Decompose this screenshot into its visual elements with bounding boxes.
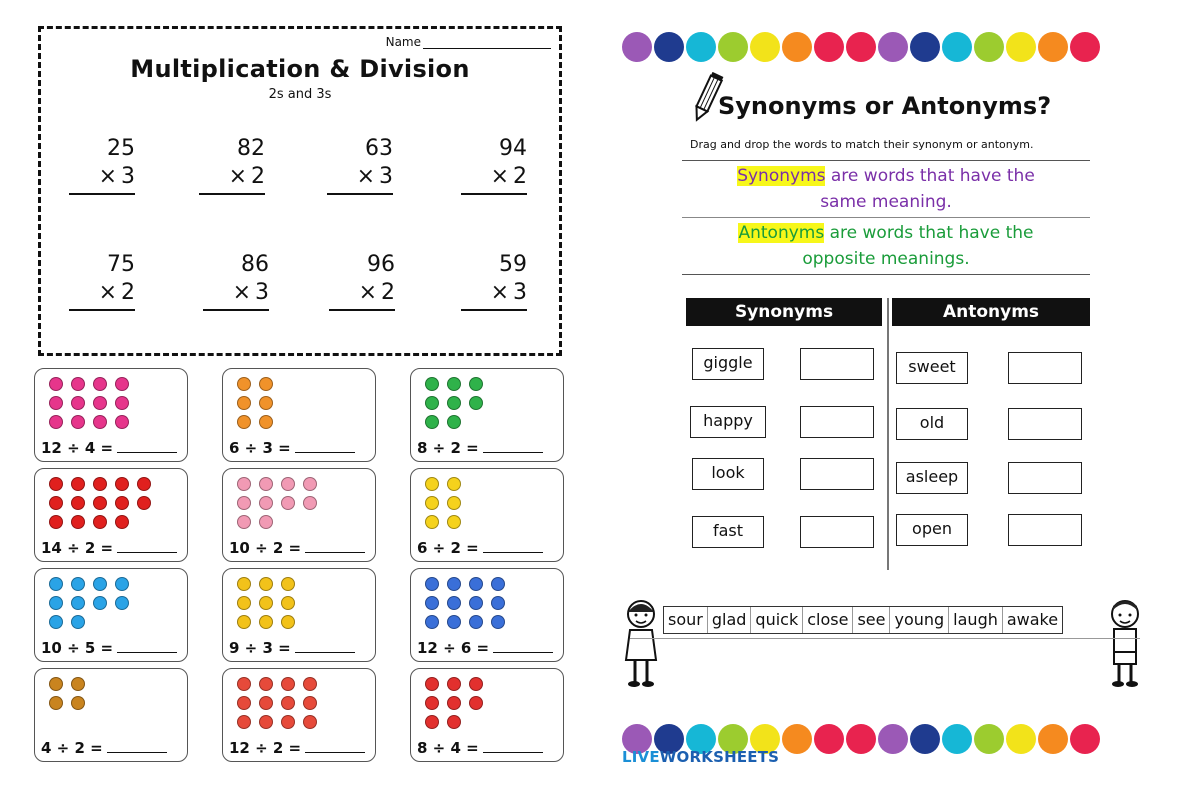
synonym-drop-box[interactable] [800,516,874,548]
object-icon [237,377,251,391]
object-icon [237,396,251,410]
decorative-dot [1070,724,1100,754]
equation-text: 9 ÷ 3 = [229,639,291,657]
object-icon [237,615,251,629]
object-icon [469,396,483,410]
decorative-dot [718,32,748,62]
object-icon [425,415,439,429]
decorative-dot [1006,32,1036,62]
problem-bottom: 3 [121,164,135,189]
decorative-dot [1038,724,1068,754]
picture-group [41,573,181,635]
equation-text: 4 ÷ 2 = [41,739,103,757]
antonym-word: old [896,408,968,440]
decorative-dot [974,32,1004,62]
answer-blank[interactable] [305,552,365,553]
object-icon [425,696,439,710]
boy-illustration-icon [1106,596,1144,688]
object-icon [71,615,85,629]
synonym-drop-box[interactable] [800,458,874,490]
object-icon [71,515,85,529]
object-icon [71,577,85,591]
division-equation [417,439,543,457]
decorative-dot [846,724,876,754]
decorative-dot [654,32,684,62]
equation-text: 6 ÷ 3 = [229,439,291,457]
object-icon [237,515,251,529]
object-icon [137,477,151,491]
object-icon [259,477,273,491]
equation-text: 10 ÷ 2 = [229,539,302,557]
object-icon [49,515,63,529]
object-icon [237,715,251,729]
object-icon [447,577,461,591]
name-blank [423,48,551,49]
times-sign: × [490,164,509,189]
worksheet-subtitle: 2s and 3s [268,87,332,102]
antonym-term: Antonyms [738,223,825,243]
antonym-drop-box[interactable] [1008,408,1082,440]
problem-top: 86 [241,252,269,277]
object-icon [115,596,129,610]
picture-group [41,673,181,735]
object-icon [425,677,439,691]
object-icon [93,396,107,410]
picture-group [229,473,369,535]
answer-blank[interactable] [117,652,177,653]
object-icon [447,396,461,410]
division-card [410,468,564,562]
object-icon [93,515,107,529]
division-card [34,668,188,762]
object-icon [447,615,461,629]
object-icon [259,615,273,629]
multiplication-problem [69,251,135,311]
equation-text: 14 ÷ 2 = [41,539,114,557]
synonym-definition-text: are words that have the [825,166,1035,186]
word-bank [663,606,1063,634]
object-icon [49,415,63,429]
object-icon [303,677,317,691]
object-icon [303,496,317,510]
object-icon [425,577,439,591]
division-card [222,368,376,462]
times-sign: × [490,280,509,305]
object-icon [137,496,151,510]
object-icon [281,696,295,710]
word-bank-item[interactable]: sour [664,607,708,633]
problem-top: 82 [237,136,265,161]
picture-group [229,673,369,735]
object-icon [237,596,251,610]
object-icon [425,477,439,491]
object-icon [447,715,461,729]
synonym-word: happy [690,406,766,438]
division-card [34,468,188,562]
object-icon [115,396,129,410]
decorative-dot [974,724,1004,754]
antonym-drop-box[interactable] [1008,514,1082,546]
object-icon [281,615,295,629]
synonym-word: fast [692,516,764,548]
equation-text: 8 ÷ 2 = [417,439,479,457]
object-icon [469,596,483,610]
object-icon [469,615,483,629]
object-icon [303,715,317,729]
object-icon [237,577,251,591]
problem-bottom: 3 [255,280,269,305]
division-card [222,468,376,562]
decorative-dot [942,32,972,62]
division-equation [417,739,543,757]
equation-text: 8 ÷ 4 = [417,739,479,757]
object-icon [49,377,63,391]
object-icon [491,596,505,610]
decorative-dot [750,32,780,62]
problem-bottom: 3 [513,280,527,305]
object-icon [469,677,483,691]
liveworksheets-logo [622,748,779,766]
decorative-dot [1006,724,1036,754]
division-equation [417,639,553,657]
multiplication-problem [461,135,527,195]
object-icon [93,415,107,429]
object-icon [49,496,63,510]
object-icon [49,577,63,591]
division-card [34,568,188,662]
object-icon [303,696,317,710]
multiplication-problem [203,251,269,311]
decorative-dot [814,724,844,754]
worksheet-title: Multiplication & Division [130,55,470,83]
synonym-term: Synonyms [737,166,826,186]
problem-bottom: 2 [251,164,265,189]
picture-group [417,673,557,735]
object-icon [281,496,295,510]
picture-group [417,573,557,635]
equation-text: 12 ÷ 6 = [417,639,490,657]
object-icon [71,377,85,391]
object-icon [447,415,461,429]
antonym-definition [682,217,1090,274]
object-icon [425,396,439,410]
times-sign: × [98,280,117,305]
object-icon [71,696,85,710]
antonym-definition-text-2: opposite meanings. [802,249,970,269]
problem-bottom: 3 [379,164,393,189]
times-sign: × [228,164,247,189]
synonym-word: giggle [692,348,764,380]
decorative-dot [878,32,908,62]
division-card [222,668,376,762]
object-icon [259,577,273,591]
object-icon [303,477,317,491]
decorative-dot [942,724,972,754]
logo-prefix: LIVE [622,748,660,766]
object-icon [259,377,273,391]
picture-group [41,473,181,535]
division-equation [229,539,365,557]
division-card [34,368,188,462]
equation-text: 12 ÷ 2 = [229,739,302,757]
object-icon [93,596,107,610]
object-icon [115,377,129,391]
object-icon [259,396,273,410]
multiplication-problem [199,135,265,195]
answer-blank[interactable] [295,652,355,653]
object-icon [93,377,107,391]
object-icon [237,477,251,491]
answer-blank[interactable] [483,452,543,453]
multiplication-problem [461,251,527,311]
object-icon [115,577,129,591]
word-bank-item[interactable]: close [803,607,853,633]
picture-group [229,373,369,435]
object-icon [491,615,505,629]
object-icon [425,615,439,629]
antonym-drop-box[interactable] [1008,462,1082,494]
problem-top: 94 [499,136,527,161]
definitions-box [682,160,1090,275]
word-bank-item[interactable]: laugh [949,607,1003,633]
division-equation [229,739,365,757]
object-icon [93,477,107,491]
times-sign: × [98,164,117,189]
object-icon [281,596,295,610]
word-bank-line [630,638,1140,639]
object-icon [447,696,461,710]
division-equation [41,539,177,557]
object-icon [447,377,461,391]
answer-blank[interactable] [483,752,543,753]
object-icon [425,496,439,510]
decorative-dot [910,32,940,62]
word-bank-item[interactable]: young [890,607,949,633]
multiplication-worksheet [38,26,562,356]
word-bank-item[interactable]: see [853,607,890,633]
picture-group [229,573,369,635]
object-icon [71,477,85,491]
problem-top: 25 [107,136,135,161]
answer-blank[interactable] [483,552,543,553]
division-card [410,368,564,462]
division-equation [229,439,355,457]
division-equation [229,639,355,657]
division-equation [417,539,543,557]
answer-blank[interactable] [117,452,177,453]
object-icon [425,515,439,529]
decorative-dot [846,32,876,62]
object-icon [447,596,461,610]
object-icon [281,715,295,729]
decorative-dot [814,32,844,62]
object-icon [93,577,107,591]
problem-bottom: 2 [381,280,395,305]
name-label: Name [385,35,421,49]
antonym-word: sweet [896,352,968,384]
antonym-word: open [896,514,968,546]
object-icon [237,415,251,429]
object-icon [259,696,273,710]
problem-bottom: 2 [513,164,527,189]
multiplication-problem [69,135,135,195]
object-icon [237,677,251,691]
object-icon [49,596,63,610]
object-icon [49,677,63,691]
answer-blank[interactable] [117,552,177,553]
object-icon [259,715,273,729]
synonym-definition-text-2: same meaning. [820,192,952,212]
equation-text: 6 ÷ 2 = [417,539,479,557]
top-dot-border [622,32,1100,62]
object-icon [71,496,85,510]
times-sign: × [232,280,251,305]
object-icon [93,496,107,510]
synonym-title: Synonyms or Antonyms? [718,92,1052,120]
answer-blank[interactable] [295,452,355,453]
object-icon [447,477,461,491]
problem-top: 63 [365,136,393,161]
object-icon [447,515,461,529]
problem-top: 75 [107,252,135,277]
division-equation [41,639,177,657]
decorative-dot [782,724,812,754]
object-icon [49,477,63,491]
logo-suffix: WORKSHEETS [659,748,780,766]
decorative-dot [1038,32,1068,62]
object-icon [425,596,439,610]
decorative-dot [782,32,812,62]
problem-top: 96 [367,252,395,277]
word-bank-item[interactable]: glad [708,607,752,633]
division-equation [41,739,167,757]
synonyms-header: Synonyms [686,298,882,326]
object-icon [469,577,483,591]
multiplication-problem [327,135,393,195]
synonym-definition [682,161,1090,217]
instructions: Drag and drop the words to match their synonym or antonym. [690,138,1034,151]
object-icon [115,496,129,510]
name-field [386,35,551,49]
answer-blank[interactable] [107,752,167,753]
object-icon [237,696,251,710]
synonym-drop-box[interactable] [800,406,874,438]
object-icon [425,377,439,391]
decorative-dot [1070,32,1100,62]
object-icon [259,496,273,510]
object-icon [259,596,273,610]
object-icon [49,615,63,629]
object-icon [447,677,461,691]
object-icon [281,477,295,491]
equation-text: 12 ÷ 4 = [41,439,114,457]
equation-text: 10 ÷ 5 = [41,639,114,657]
object-icon [49,696,63,710]
decorative-dot [910,724,940,754]
object-icon [281,577,295,591]
antonym-definition-text: are words that have the [824,223,1034,243]
object-icon [281,677,295,691]
division-equation [41,439,177,457]
antonym-drop-box[interactable] [1008,352,1082,384]
decorative-dot [622,32,652,62]
column-divider [887,298,889,570]
object-icon [237,496,251,510]
division-card [410,568,564,662]
multiplication-problem [329,251,395,311]
object-icon [115,415,129,429]
object-icon [259,515,273,529]
object-icon [71,596,85,610]
object-icon [447,496,461,510]
picture-group [41,373,181,435]
object-icon [71,396,85,410]
division-card [222,568,376,662]
problem-top: 59 [499,252,527,277]
division-card [410,668,564,762]
antonyms-header: Antonyms [892,298,1090,326]
answer-blank[interactable] [305,752,365,753]
synonym-drop-box[interactable] [800,348,874,380]
match-table [682,298,1090,570]
object-icon [259,415,273,429]
object-icon [71,415,85,429]
object-icon [491,577,505,591]
word-bank-item[interactable]: quick [751,607,803,633]
decorative-dot [686,32,716,62]
object-icon [115,515,129,529]
picture-group [417,373,557,435]
times-sign: × [358,280,377,305]
object-icon [469,696,483,710]
object-icon [259,677,273,691]
times-sign: × [356,164,375,189]
girl-illustration-icon [622,596,660,688]
object-icon [71,677,85,691]
object-icon [115,477,129,491]
object-icon [49,396,63,410]
object-icon [425,715,439,729]
answer-blank[interactable] [493,652,553,653]
word-bank-item[interactable]: awake [1006,610,1059,629]
antonym-word: asleep [896,462,968,494]
synonym-word: look [692,458,764,490]
problem-bottom: 2 [121,280,135,305]
object-icon [469,377,483,391]
picture-group [417,473,557,535]
decorative-dot [878,724,908,754]
